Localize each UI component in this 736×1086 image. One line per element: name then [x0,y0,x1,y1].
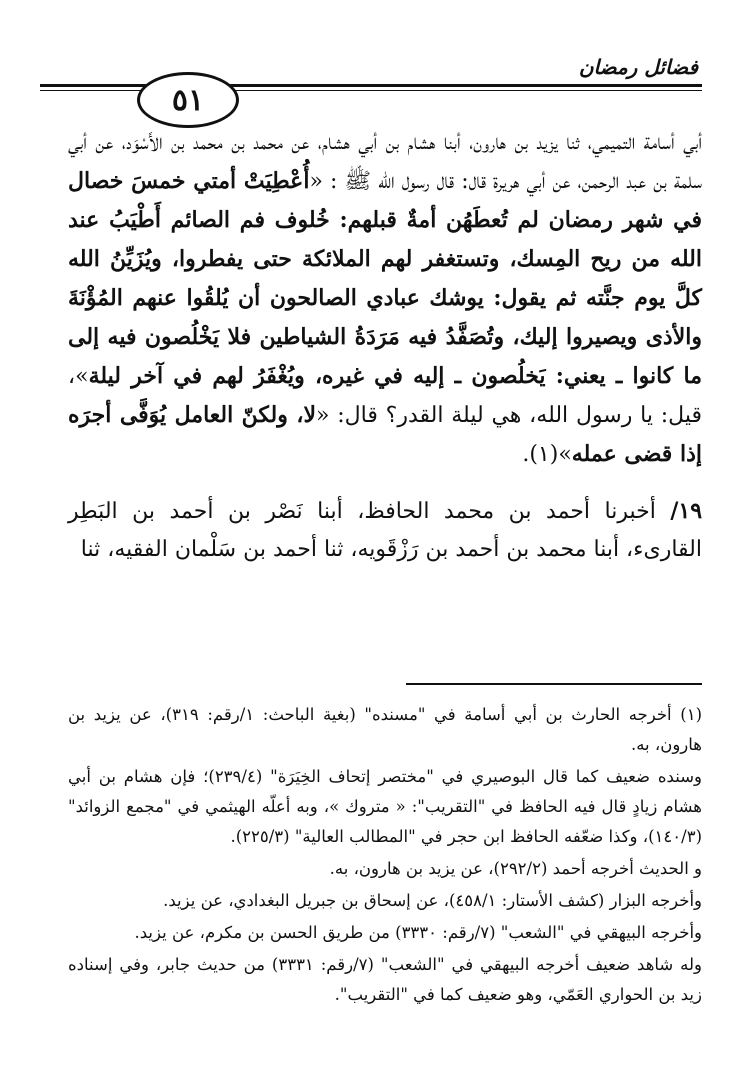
narration-text: »، قيل: يا رسول الله، هي ليلة القدر؟ قال: « [68,364,702,428]
footnote-separator [406,683,702,685]
footnote-line: وسنده ضعيف كما قال البوصيري في "مختصر إتحاف الخِيَرَة" (٢٣٩/٤)؛ فإن هشام بن أبي هشام زيادٍ قال فيه الحافظ في "التقريب": « متروك »، وبه أعلّه الهيثمي في "مجمع الزوائد" (١٤٠/٣)، وكذا ضعّفه الحافظ ابن حجر في "المطالب العالية" (٢٢٥/٣). [68,767,702,846]
page-number: ٥١ [171,82,205,118]
footnote-line: وأخرجه البيهقي في "الشعب" (٧/رقم: ٣٣٣٠) من طريق الحسن بن مكرم، عن يزيد. [134,923,702,942]
paragraph-hadith [68,124,702,474]
footnote-line: وأخرجه البزار (كشف الأستار: ٤٥٨/١)، عن إسحاق بن جبريل البغدادي، عن يزيد. [163,891,702,910]
footnote-line: و الحديث أخرجه أحمد (٢٩٢/٢)، عن يزيد بن هارون، به. [329,859,702,878]
main-text [68,124,702,569]
isnad-text: أبي أسامة التميمي، ثنا يزيد بن هارون، أبنا هشام بن أبي هشام، عن محمد بن محمد بن الأَسْوَد، عن أبي سلمة بن عبد الرحمن، عن أبي هريرة قال: قال رسول الله ﷺ : « [68,130,703,194]
hadith-text: أُعْطِيَتْ أمتي خمسَ خصال في شهر رمضان لم تُعطَهُن أمةٌ قبلهم: خُلوف فم الصائم أَطْيَبُ عند الله من ريح المِسك، وتستغفر لهم الملائكة حتى يفطروا، ويُزَيِّنُ الله كلَّ يوم جنَّته ثم يقول: يوشك عبادي الصالحون أن يُلقُوا عنهم المُؤْنَةَ والأذى ويصيروا إليك، وتُصَفَّدُ فيه مَرَدَةُ الشياطين فلا يَخْلُصون فيه إلى ما كانوا ـ يعني: يَخلُصون ـ إليه في غيره، ويُغْفَرُ لهم في آخر ليلة [68,168,702,389]
footnote-line: وله شاهد ضعيف أخرجه البيهقي في "الشعب" (٧/رقم: ٣٣٣١) من حديث جابر، وفي إسناده زيد بن الحواري العَمّي، وهو ضعيف كما في "التقريب". [68,955,702,1004]
header-rule [40,84,702,87]
footnote-ref: »(١). [522,442,572,467]
paragraph-19-text: أخبرنا أحمد بن محمد الحافظ، أبنا نَصْر بن أحمد بن البَطِر القارىء، أبنا محمد بن أحمد بن رَزْقَويه، ثنا أحمد بن سَلْمان الفقيه، ثنا [68,499,702,562]
footnote-1: (١) أخرجه الحارث بن أبي أسامة في "مسنده" (بغية الباحث: ١/رقم: ٣١٩)، عن يزيد بن هارون، به. [68,705,702,754]
page-number-badge [137,72,239,128]
paragraph-19 [68,492,702,569]
footnotes [68,700,702,1012]
item-number: ١٩/ [670,498,703,524]
hadith-answer-text: لا، ولكنّ العامل يُوَفَّى أجرَه إذا قضى عمله [68,402,702,467]
running-header-title: فضائل رمضان [578,55,698,79]
